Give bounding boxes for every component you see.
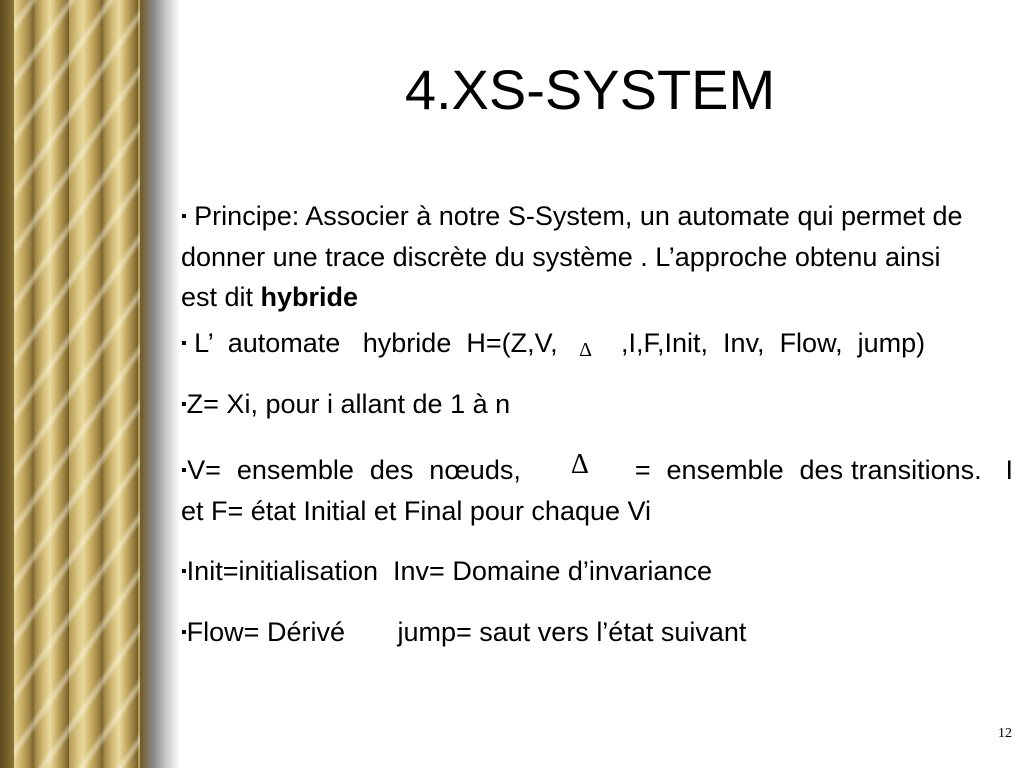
bullet-z	[181, 384, 1013, 425]
bullet-marker: ▪	[181, 462, 188, 479]
init-text: Init=initialisation Inv= Domaine d’invariance	[186, 556, 712, 586]
bullet-v	[181, 445, 1021, 531]
bullet-automate	[181, 323, 1013, 370]
automate-text-a: L’ automate hybride H=(Z,V,	[186, 328, 558, 358]
bullet-marker: ▪	[181, 396, 187, 413]
bullet-marker: ▪	[181, 208, 187, 225]
bullet-marker: ▪	[181, 335, 187, 352]
slide-body	[181, 196, 1021, 653]
v-text-b: = ensemble des transitions. I et F= état Initial et Final pour chaque Vi	[181, 455, 1021, 526]
bullet-init	[181, 551, 1013, 592]
v-text-a: V= ensemble des nœuds,	[187, 455, 521, 485]
delta-symbol: Δ	[579, 339, 593, 361]
pillar-edge	[0, 0, 14, 768]
bullet-marker: ▪	[181, 563, 187, 580]
bullet-marker: ▪	[181, 624, 187, 641]
decorative-gold-pillar	[0, 0, 160, 768]
slide-title: 4.XS-SYSTEM	[404, 58, 776, 121]
page-number: 12	[998, 726, 1012, 741]
bullet-principe	[181, 196, 981, 317]
bullet-flow	[181, 612, 1013, 653]
pillar-shadow	[140, 0, 180, 768]
principe-text: Principe: Associer à notre S-System, un automate qui permet de donner une trace discrète du système . L’approche obtenu ainsi est dit	[181, 201, 963, 312]
automate-text-b: ,I,F,Init, Inv, Flow, jump)	[606, 328, 926, 358]
z-text: Z= Xi, pour i allant de 1 à n	[186, 389, 511, 419]
delta-symbol-2: Δ	[570, 449, 589, 480]
flow-text: Flow= Dérivé jump= saut vers l’état suivant	[186, 617, 747, 647]
principe-bold-word: hybride	[260, 282, 359, 312]
